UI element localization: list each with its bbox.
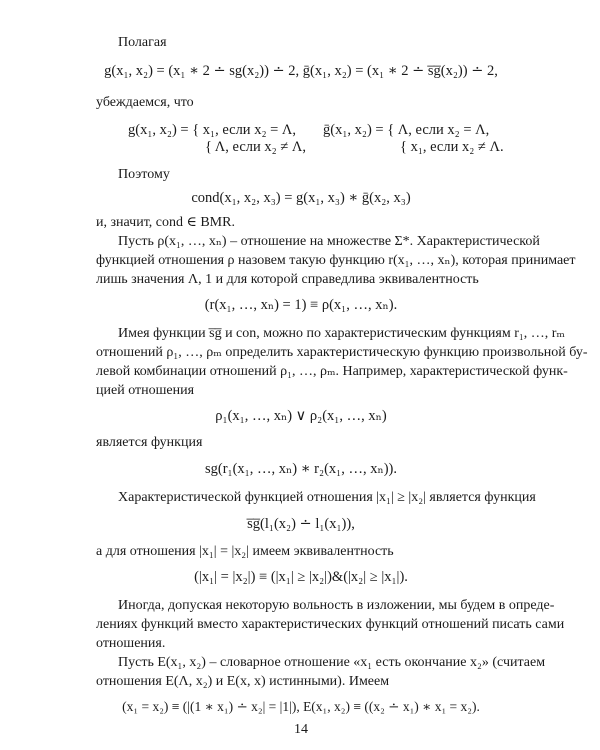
page-number: 14 [294, 722, 308, 737]
formula-piece: { x₁, если x₂ ≠ Λ. [400, 139, 504, 155]
text-line: цией отношения [96, 383, 195, 398]
formula-E-relation: (x₁ = x₂) ≡ (|(1 ∗ x₁) ∸ x₂| = |1|), E(x₁, x₂) ≡ ((x₂ ∸ x₁) ∗ x₁ = x₂). [122, 699, 480, 714]
formula-sg-bar: s̅g̅(l₁(x₂) ∸ l₁(x₁)), [247, 516, 355, 532]
formula-disjunction: ρ₁(x₁, …, xₙ) ∨ ρ₂(x₁, …, xₙ) [215, 408, 387, 424]
text-line: отношения E(Λ, x₂) и E(x, x) истинными). Имеем [96, 674, 390, 689]
formula-piece: ḡ(x₁, x₂) = { Λ, если x₂ = Λ, [323, 122, 490, 138]
text-line: Поэтому [118, 167, 170, 182]
formula-length-equivalence: (|x₁| = |x₂|) ≡ (|x₁| ≥ |x₂|)&(|x₂| ≥ |x₁|). [194, 569, 408, 585]
text-line: и, значит, cond ∈ BMR. [96, 215, 235, 230]
text-line: функцией отношения ρ назовем такую функцию r(x₁, …, xₙ), которая принимает [96, 253, 576, 268]
formula-cond: cond(x₁, x₂, x₃) = g(x₁, x₃) ∗ ḡ(x₂, x₃) [191, 190, 411, 206]
formula-equivalence: (r(x₁, …, xₙ) = 1) ≡ ρ(x₁, …, xₙ). [204, 297, 398, 313]
text-line: Пусть ρ(x₁, …, xₙ) – отношение на множестве Σ*. Характеристической [118, 234, 540, 249]
text-line: отношений ρ₁, …, ρₘ определить характеристическую функцию произвольной бу- [96, 345, 588, 360]
text-line: отношения. [96, 636, 166, 651]
formula-piece: { Λ, если x₂ ≠ Λ, [205, 139, 307, 155]
text-line: левой комбинации отношений ρ₁, …, ρₘ. Например, характеристической функ- [96, 364, 568, 379]
text-line: убеждаемся, что [96, 95, 194, 110]
text-line: а для отношения |x₁| = |x₂| имеем эквивалентность [96, 544, 394, 559]
formula-sg: sg(r₁(x₁, …, xₙ) ∗ r₂(x₁, …, xₙ)). [204, 461, 398, 477]
text-line: Пусть E(x₁, x₂) – словарное отношение «x₁ есть окончание x₂» (считаем [118, 655, 546, 670]
text-line: Имея функции s̅g̅ и con, можно по характеристическим функциям r₁, …, rₘ [118, 326, 566, 341]
text-line: Иногда, допуская некоторую вольность в изложении, мы будем в опреде- [118, 598, 555, 613]
text-line: лишь значения Λ, 1 и для которой справедлива эквивалентность [96, 272, 479, 287]
text-line: Полагая [118, 35, 167, 50]
text-line: Характеристической функцией отношения |x₁| ≥ |x₂| является функция [118, 490, 536, 505]
text-line: является функция [96, 435, 203, 450]
text-line: лениях функций вместо характеристических функций отношений писать сами [96, 617, 565, 632]
formula-g-definition: g(x₁, x₂) = (x₁ ∗ 2 ∸ sg(x₂)) ∸ 2, ḡ(x₁, x₂) = (x₁ ∗ 2 ∸ s̅g̅(x₂)) ∸ 2, [104, 63, 498, 79]
formula-piece: g(x₁, x₂) = { x₁, если x₂ = Λ, [128, 122, 297, 138]
